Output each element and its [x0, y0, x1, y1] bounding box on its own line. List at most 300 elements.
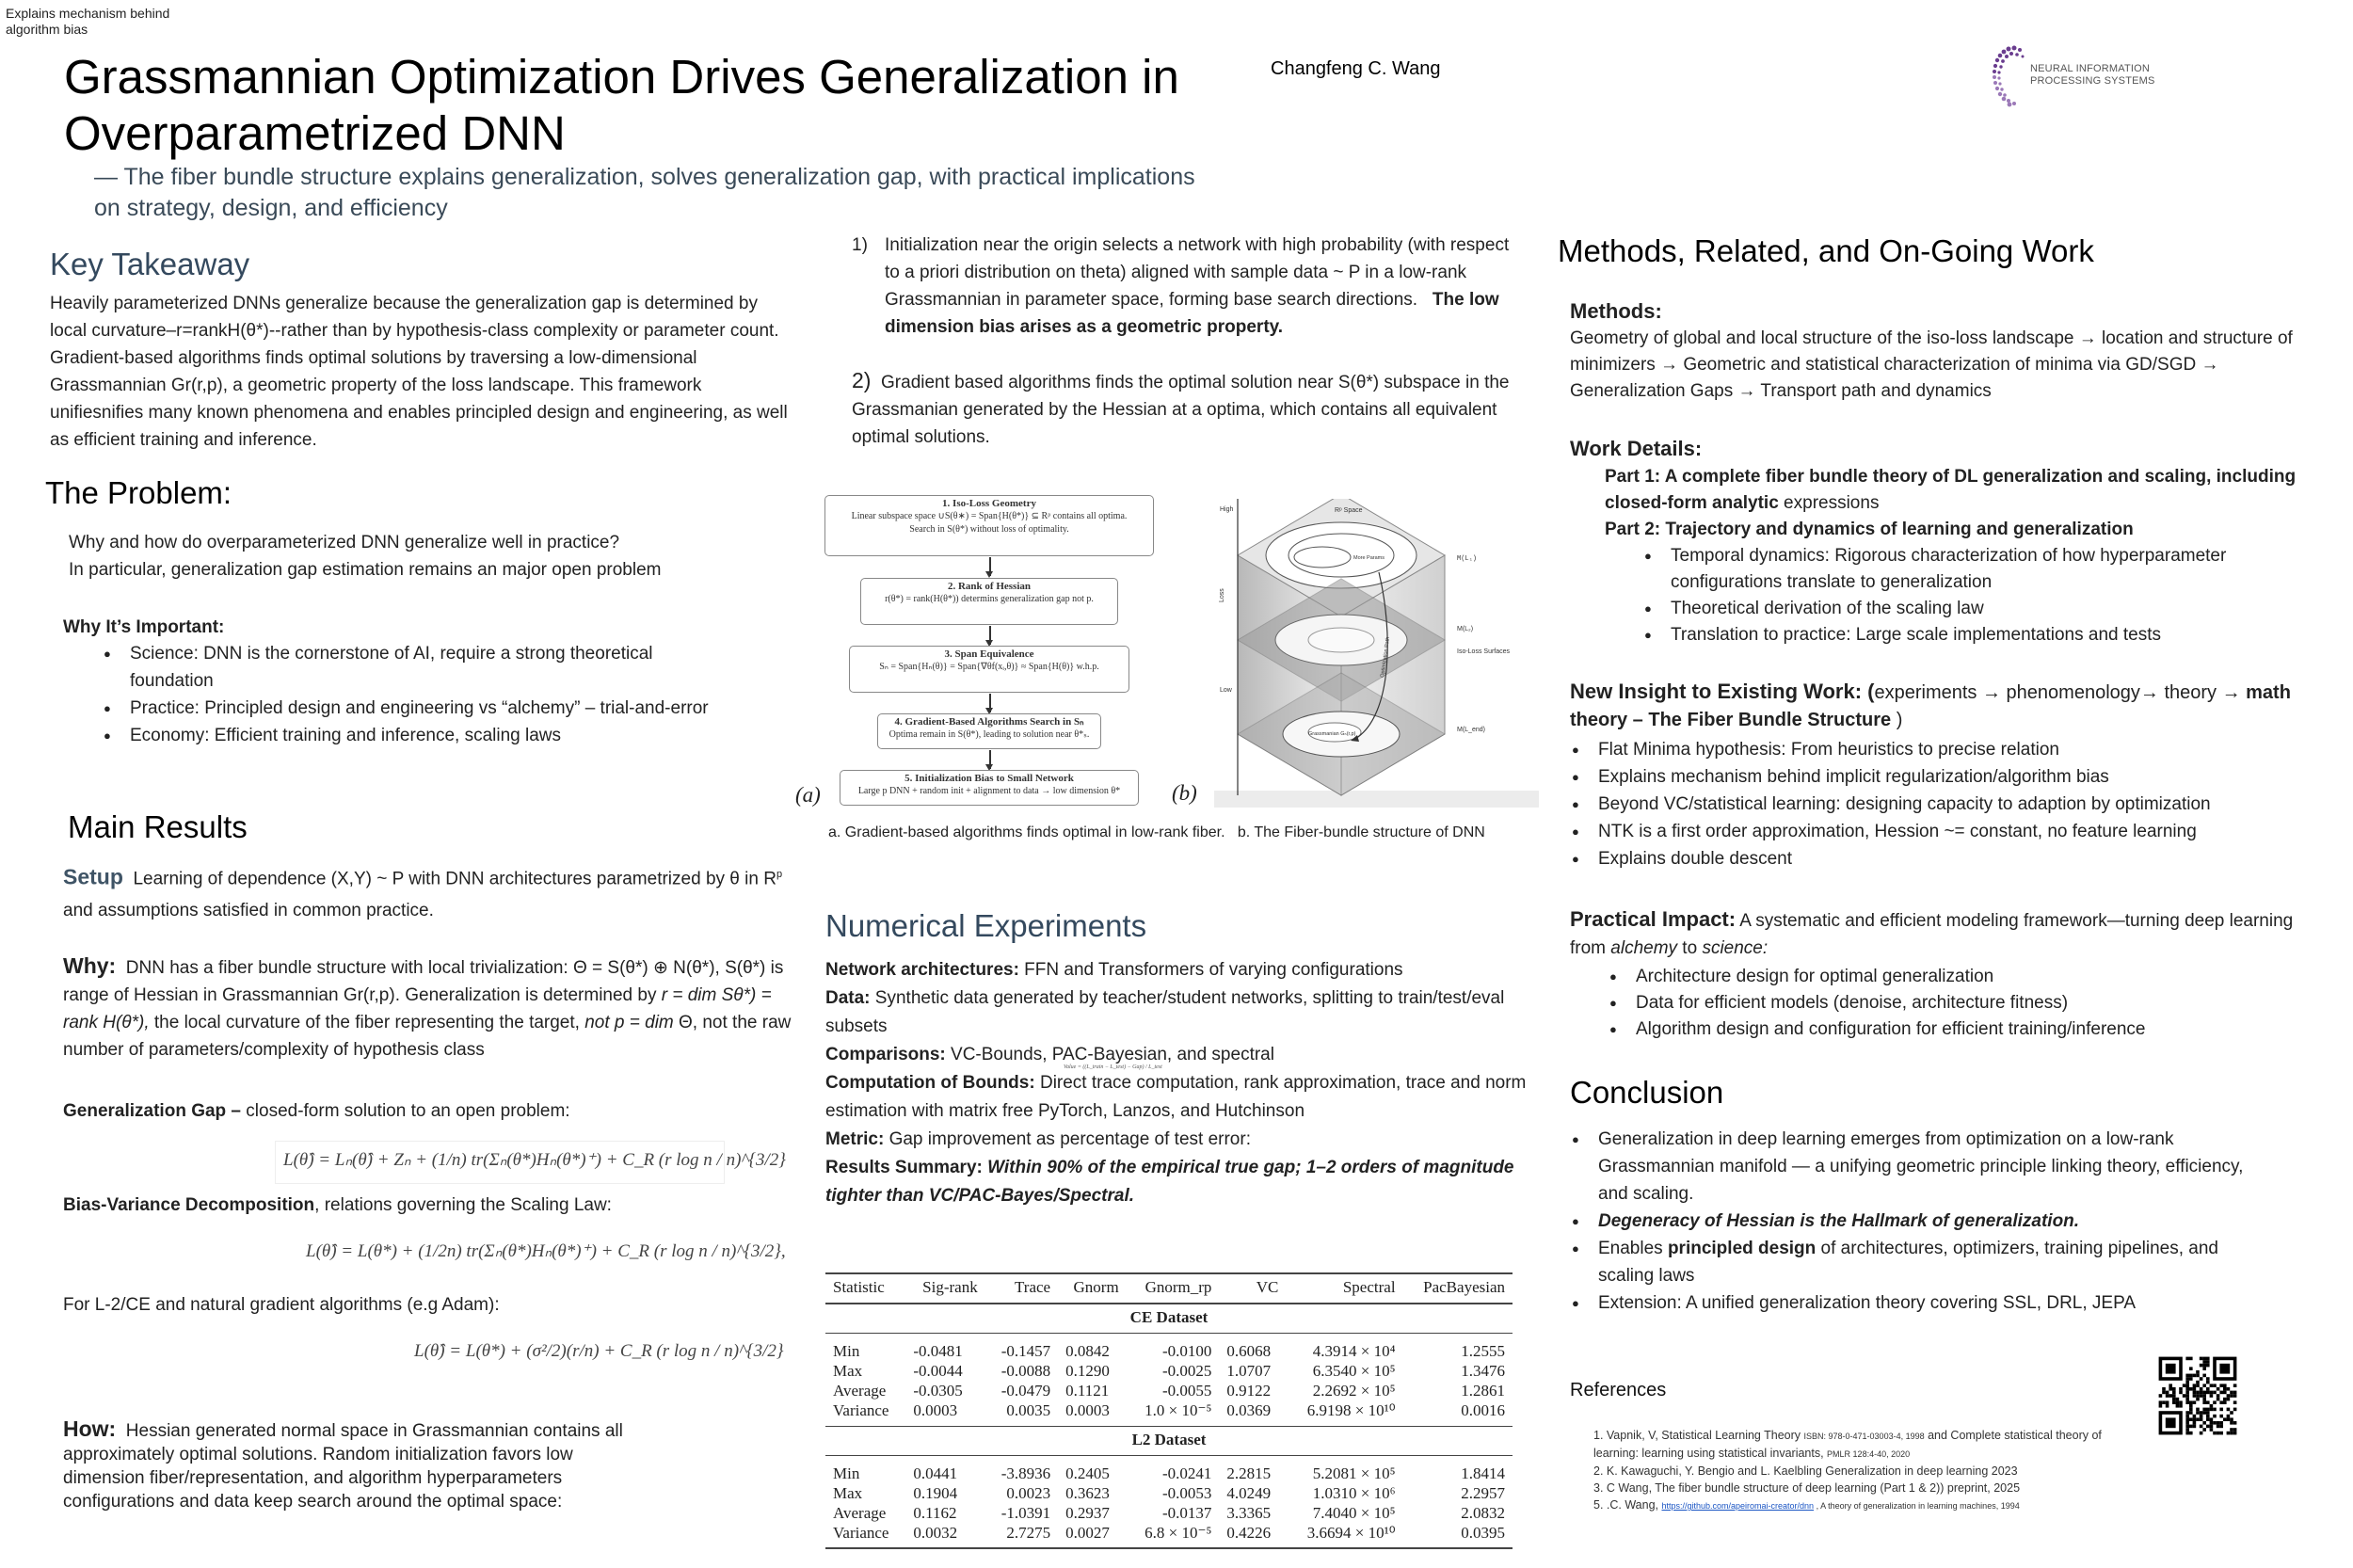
qr-module — [2210, 1394, 2214, 1398]
flow-step-3 — [849, 646, 1129, 693]
table-cell: 0.3623 — [1065, 1483, 1110, 1502]
conclusion-item: ● Extension: A unified generalization theory covering SSL, DRL, JEPA — [1570, 1289, 2248, 1317]
qr-module — [2233, 1408, 2237, 1412]
qr-module — [2200, 1394, 2203, 1398]
problem-text — [69, 529, 803, 584]
qr-module — [2210, 1428, 2214, 1432]
table-cell: 0.0441 — [913, 1464, 958, 1482]
qr-module — [2217, 1432, 2220, 1435]
qr-module — [2183, 1394, 2186, 1398]
qr-module — [2196, 1384, 2200, 1387]
table-cell: 1.3476 — [1461, 1362, 1505, 1380]
neurips-logo — [1986, 42, 2174, 108]
table-cell: -3.8936 — [1000, 1464, 1051, 1482]
qr-module — [2193, 1400, 2197, 1404]
table-cell: 2.7275 — [1006, 1523, 1051, 1542]
exp-bounds — [825, 1069, 1541, 1126]
table-cell: Variance — [833, 1523, 889, 1542]
qr-module — [2206, 1391, 2210, 1395]
table-column-header: Gnorm_rp — [1144, 1278, 1212, 1296]
qr-module — [2200, 1411, 2203, 1415]
part-1 — [1605, 464, 2320, 517]
flow-step-line: Sₙ = Span{Hₙ(θ)} = Span{∇θf(xᵢ,θ)} ≈ Span{H(θ)} w.h.p. — [879, 662, 1099, 672]
point-1 — [852, 232, 1525, 341]
exp-data-label: Data: — [825, 988, 871, 1008]
qr-module — [2196, 1370, 2200, 1374]
flow-step-line: Linear subspace space ∪S(θ∗) = Span{H(θ*)} ⊆ Rᵖ contains all optima. — [851, 511, 1128, 521]
qr-module — [2185, 1374, 2189, 1378]
qr-module — [2189, 1432, 2193, 1435]
exp-architectures — [825, 956, 1541, 984]
table-cell: -0.0479 — [1000, 1382, 1051, 1400]
point-1-text: Initialization near the origin selects a network with high probability (with respect to a priori distribution on theta) aligned with sample data ~ P in a low-rank Grassmannian in parameter space, forming base search directions. — [885, 235, 1510, 310]
qr-module — [2230, 1421, 2233, 1425]
table-column-header: PacBayesian — [1423, 1278, 1505, 1296]
qr-module — [2202, 1357, 2206, 1361]
table-row — [825, 1400, 1513, 1420]
qr-module — [2200, 1364, 2203, 1368]
flowchart-figure-a — [819, 489, 1162, 814]
exp-results-label: Results Summary: — [825, 1158, 983, 1177]
table-cell: 0.6068 — [1226, 1342, 1272, 1360]
methods-heading: Methods, Related, and On-Going Work — [1558, 233, 2094, 268]
qr-module — [2217, 1398, 2220, 1401]
insight-label: New Insight to Existing Work: ( — [1570, 680, 1875, 703]
qr-module — [2202, 1391, 2206, 1395]
exp-results — [825, 1154, 1541, 1210]
table-cell: 1.0707 — [1226, 1362, 1272, 1380]
flow-step-line: Search in S(θ*) without loss of optimality. — [909, 524, 1069, 535]
qr-module — [2202, 1400, 2206, 1404]
qr-module — [2166, 1364, 2176, 1374]
qr-module — [2202, 1428, 2206, 1432]
reference-2: 2. K. Kawaguchi, Y. Bengio and L. Kaelbling Generalization in deep learning 2023 — [1593, 1464, 2018, 1478]
impact-list — [1608, 964, 2323, 1043]
fig-b-high: High — [1220, 506, 1234, 513]
qr-module — [2233, 1384, 2237, 1387]
qr-module — [2179, 1391, 2183, 1395]
impact-text: A systematic and efficient modeling framework—turning deep learning from — [1570, 911, 2294, 958]
qr-module — [2169, 1384, 2172, 1387]
qr-module — [2233, 1421, 2237, 1425]
qr-module — [2230, 1428, 2233, 1432]
reference-5-link[interactable]: https://github.com/apeiromai-creator/dnn — [1661, 1501, 1815, 1511]
qr-module — [2176, 1398, 2180, 1401]
key-takeaway-body: Heavily parameterized DNNs generalize because the generalization gap is determined by local curvature–r=rankH(θ*)--rather than by hypothesis-class complexity or parameter count. Gradient-based algorithms finds optimal solutions by traversing a low-dimensional Grassmannian Gr(r,p), a geometric property of the loss landscape. This framework unifiesnifies many known phenomena and enables principled design and engineering, as well as efficient training and inference. — [50, 294, 788, 450]
qr-module — [2233, 1400, 2237, 1404]
conclusion-item-3-b: of architectures, optimizers, training pipelines, and scaling laws — [1598, 1239, 2218, 1286]
qr-module — [2230, 1432, 2233, 1435]
qr-module — [2223, 1391, 2227, 1395]
qr-module — [2202, 1421, 2206, 1425]
qr-module — [2206, 1377, 2210, 1381]
qr-module — [2223, 1384, 2227, 1387]
table-cell: -0.0481 — [913, 1342, 963, 1360]
problem-line-1: Why and how do overparameterized DNN generalize well in practice? — [69, 533, 620, 552]
qr-module — [2189, 1400, 2193, 1404]
qr-module — [2210, 1391, 2214, 1395]
flow-step-title: 5. Initialization Bias to Small Network — [904, 773, 1074, 784]
table-cell: Max — [833, 1483, 863, 1502]
qr-module — [2219, 1432, 2223, 1435]
qr-module — [2200, 1391, 2203, 1395]
qr-module — [2217, 1425, 2220, 1429]
qr-module — [2162, 1400, 2166, 1404]
conclusion-item-3-a: Enables — [1598, 1239, 1668, 1258]
gap-label: Generalization Gap – — [63, 1101, 241, 1121]
qr-module — [2193, 1387, 2197, 1391]
flow-step-5 — [840, 770, 1139, 806]
qr-module — [2210, 1408, 2214, 1412]
flow-step-title: 3. Span Equivalence — [944, 648, 1034, 660]
qr-module — [2189, 1408, 2193, 1412]
iso-loss-ellipse-inner — [1294, 547, 1351, 568]
qr-module — [2227, 1408, 2231, 1412]
qr-module — [2185, 1377, 2189, 1381]
qr-module — [2189, 1387, 2193, 1391]
figure-a-label: (a) — [795, 783, 821, 807]
qr-module — [2230, 1391, 2233, 1395]
fig-b-more-params: More Params — [1353, 555, 1385, 561]
table-cell: 0.0395 — [1461, 1523, 1505, 1542]
flow-step-line: Large p DNN + random init + alignment to data → low dimension θ* — [857, 786, 1121, 796]
table-column-header: Gnorm — [1073, 1278, 1119, 1296]
table-column-header: VC — [1256, 1278, 1279, 1296]
how-paragraph — [63, 1417, 628, 1513]
qr-module — [2185, 1417, 2189, 1421]
caption-a: a. Gradient-based algorithms finds optimal in low-rank fiber. — [828, 824, 1225, 840]
qr-module — [2200, 1357, 2203, 1361]
table-cell: -0.0241 — [1161, 1464, 1212, 1482]
qr-module — [2202, 1411, 2206, 1415]
insight-item: ● NTK is a first order approximation, Hession ~= constant, no feature learning — [1570, 818, 2323, 845]
qr-module — [2189, 1374, 2193, 1378]
table-cell: 0.1121 — [1065, 1382, 1110, 1400]
conclusion-item-3-bold: principled design — [1667, 1239, 1817, 1258]
qr-module — [2223, 1400, 2227, 1404]
how-text: Hessian generated normal space in Grassmannian contains all approximately optimal solutions. Random initialization favors low dimension fiber/representation, and algorithm hyperparameters configurations and data keep search around the optimal space: — [63, 1421, 623, 1512]
reference-1-pmlr: PMLR 128:4-40, 2020 — [1827, 1449, 1911, 1459]
qr-module — [2206, 1387, 2210, 1391]
table-cell: 0.1904 — [913, 1483, 958, 1502]
table-cell: 0.1290 — [1065, 1362, 1110, 1380]
why-important-item: ● Economy: Efficient training and inference, scaling laws — [102, 722, 723, 749]
insight-text: experiments → phenomenology→ theory → — [1874, 682, 2247, 703]
table-cell: 2.2815 — [1226, 1464, 1272, 1482]
table-cell: 0.0032 — [913, 1523, 958, 1542]
qr-module — [2230, 1394, 2233, 1398]
table-cell: -0.0088 — [1000, 1362, 1051, 1380]
part-2: Part 2: Trajectory and dynamics of learning and generalization — [1605, 520, 2134, 539]
table-cell: -0.0305 — [913, 1382, 963, 1400]
table-cell: 0.0016 — [1461, 1401, 1505, 1419]
impact-item: ● Algorithm design and configuration for efficient training/inference — [1608, 1016, 2323, 1043]
qr-module — [2202, 1367, 2206, 1370]
table-cell: Average — [833, 1382, 887, 1400]
qr-module — [2185, 1387, 2189, 1391]
qr-module — [2196, 1394, 2200, 1398]
poster-title: Grassmannian Optimization Drives Generalization in Overparametrized DNN — [64, 50, 1179, 160]
qr-module — [2230, 1417, 2233, 1421]
qr-module — [2206, 1415, 2210, 1418]
qr-module — [2179, 1400, 2183, 1404]
caption-b: b. The Fiber-bundle structure of DNN — [1237, 824, 1485, 840]
impact-to: to — [1677, 938, 1703, 958]
qr-module — [2176, 1404, 2180, 1408]
qr-module — [2219, 1415, 2223, 1418]
impact-science: science: — [1702, 938, 1769, 958]
qr-module — [2206, 1411, 2210, 1415]
setup-superscript: p — [776, 869, 783, 880]
qr-module — [2176, 1400, 2180, 1404]
qr-module — [2210, 1421, 2214, 1425]
qr-module — [2162, 1391, 2166, 1395]
l2-text: For L-2/CE and natural gradient algorithms (e.g Adam): — [63, 1295, 500, 1315]
author-name: Changfeng C. Wang — [1271, 58, 1441, 79]
qr-module — [2185, 1432, 2189, 1435]
qr-module — [2185, 1398, 2189, 1401]
qr-module — [2166, 1404, 2169, 1408]
qr-module — [2206, 1408, 2210, 1412]
exp-arch-text: FFN and Transformers of varying configurations — [1018, 960, 1403, 980]
qr-module — [2227, 1415, 2231, 1418]
table-cell: 7.4040 × 10⁵ — [1312, 1503, 1396, 1522]
qr-module — [2202, 1408, 2206, 1412]
table-cell: 0.0003 — [913, 1401, 958, 1419]
insight-item: ● Flat Minima hypothesis: From heuristics to precise relation — [1570, 736, 2323, 763]
flow-step-line: Optima remain in S(θ*), leading to solution near θ*ₛ. — [888, 729, 1090, 740]
qr-module — [2227, 1387, 2231, 1391]
qr-module — [2189, 1367, 2193, 1370]
qr-module — [2185, 1400, 2189, 1404]
insight-item: ● Beyond VC/statistical learning: designing capacity to adaption by optimization — [1570, 791, 2323, 818]
table-column-header: Sig-rank — [922, 1278, 978, 1296]
figure-b-base-strip — [1214, 791, 1539, 808]
qr-module — [2185, 1425, 2189, 1429]
qr-code[interactable] — [2155, 1353, 2240, 1438]
exp-metric-text: Gap improvement as percentage of test error: — [884, 1129, 1251, 1149]
qr-module — [2172, 1398, 2176, 1401]
qr-module — [2210, 1425, 2214, 1429]
fig-b-loss: Loss — [1219, 588, 1225, 602]
table-cell: 2.0832 — [1461, 1503, 1505, 1522]
qr-module — [2223, 1417, 2227, 1421]
exp-arch-label: Network architectures: — [825, 960, 1019, 980]
qr-module — [2196, 1408, 2200, 1412]
qr-module — [2179, 1387, 2183, 1391]
qr-module — [2185, 1384, 2189, 1387]
problem-heading: The Problem: — [45, 475, 232, 510]
table-row — [825, 1361, 1513, 1381]
why-text-mid: the local curvature of the fiber representing the target, — [149, 1013, 585, 1032]
qr-module — [2213, 1415, 2217, 1418]
qr-module — [2210, 1417, 2214, 1421]
setup-paragraph — [63, 858, 797, 927]
work-details-body — [1605, 464, 2320, 648]
table-cell: -0.0137 — [1161, 1503, 1212, 1522]
qr-module — [2200, 1415, 2203, 1418]
qr-module — [2196, 1374, 2200, 1378]
table-cell: 6.9198 × 10¹⁰ — [1306, 1401, 1396, 1419]
table-cell: 2.2692 × 10⁵ — [1312, 1382, 1396, 1400]
fiber-bundle-figure-b — [1195, 499, 1539, 809]
table-cell: 0.9122 — [1226, 1382, 1272, 1400]
flow-step-title: 2. Rank of Hessian — [947, 581, 1032, 592]
point-1-number: 1) — [852, 235, 868, 255]
qr-module — [2185, 1421, 2189, 1425]
qr-module — [2233, 1432, 2237, 1435]
qr-module — [2202, 1360, 2206, 1364]
table-cell: 1.2861 — [1461, 1382, 1505, 1400]
conclusion-item: ● Degeneracy of Hessian is the Hallmark of generalization. — [1570, 1208, 2248, 1235]
table-row — [825, 1503, 1513, 1523]
why-paragraph — [63, 952, 807, 1064]
qr-module — [2227, 1432, 2231, 1435]
references-list — [1593, 1427, 2121, 1514]
exp-metric-label: Metric: — [825, 1129, 885, 1149]
table-cell: -0.1457 — [1000, 1342, 1051, 1360]
qr-module — [2166, 1417, 2176, 1428]
qr-module — [2183, 1384, 2186, 1387]
table-group-label: CE Dataset — [1129, 1308, 1209, 1326]
why-label: Why: — [63, 953, 117, 978]
qr-module — [2159, 1400, 2163, 1404]
insight-list — [1570, 736, 2323, 872]
exp-bounds-text: Direct trace computation, rank approximation, trace and norm estimation with matrix free PyTorch, Lanzos, and Hutchinson — [825, 1073, 1527, 1121]
fig-b-grass: Grassmanian Gₙ(r,p) — [1308, 731, 1356, 737]
qr-module — [2200, 1417, 2203, 1421]
qr-module — [2193, 1425, 2197, 1429]
table-cell: Max — [833, 1362, 863, 1380]
qr-module — [2206, 1417, 2210, 1421]
why-important-item: ● Science: DNN is the cornerstone of AI, require a strong theoretical foundation — [102, 640, 723, 695]
qr-module — [2213, 1391, 2217, 1395]
reference-1-isbn: ISBN: 978-0-471-03003-4, 1998 — [1803, 1432, 1925, 1441]
qr-module — [2213, 1384, 2217, 1387]
qr-module — [2213, 1408, 2217, 1412]
problem-line-2: In particular, generalization gap estimation remains an major open problem — [69, 560, 662, 580]
table-cell: 3.6694 × 10¹⁰ — [1306, 1523, 1396, 1542]
qr-module — [2213, 1400, 2217, 1404]
impact-item: ● Data for efficient models (denoise, architecture fitness) — [1608, 990, 2323, 1016]
qr-module — [2227, 1398, 2231, 1401]
logo-text-line1: NEURAL INFORMATION — [2030, 63, 2151, 74]
fig-b-iso: Iso-Loss Surfaces — [1457, 648, 1511, 655]
point-2-text: Gradient based algorithms finds the optimal solution near S(θ*) subspace in the Grassmanian generated by the Hessian at a optima, which contains all equivalent optimal solutions. — [852, 373, 1510, 447]
fig-b-space: Rᵖ Space — [1335, 507, 1363, 514]
table-cell: 0.4226 — [1226, 1523, 1272, 1542]
table-row — [825, 1341, 1513, 1361]
conclusion-item — [1570, 1235, 2248, 1289]
reference-1-b: and Complete statistical theory of learning: learning using statistical invariants, — [1593, 1429, 2102, 1460]
l2-formula: L(θ̂) = L(θ*) + (σ²/2)(r/n) + C_R (r log n / n)^{3/2} — [414, 1341, 784, 1361]
flow-step-4 — [877, 713, 1101, 749]
table-cell: Variance — [833, 1401, 889, 1419]
flow-arrow — [989, 626, 991, 645]
qr-module — [2172, 1391, 2176, 1395]
setup-label: Setup — [63, 864, 123, 889]
qr-module — [2193, 1421, 2197, 1425]
insight-item: ● Explains double descent — [1570, 845, 2323, 872]
qr-module — [2196, 1411, 2200, 1415]
table-cell: 0.0003 — [1065, 1401, 1110, 1419]
exp-data-text: Synthetic data generated by teacher/student networks, splitting to train/test/eval subsets — [825, 988, 1505, 1036]
table-cell: -0.0025 — [1161, 1362, 1212, 1380]
qr-module — [2159, 1394, 2163, 1398]
exp-comparisons — [825, 1041, 1541, 1069]
qr-module — [2185, 1394, 2189, 1398]
table-cell: -0.0044 — [913, 1362, 963, 1380]
table-cell: 5.2081 × 10⁵ — [1312, 1464, 1396, 1482]
reference-1-a: 1. Vapnik, V, Statistical Learning Theory — [1593, 1429, 1804, 1442]
point-1-bold: The low dimension bias arises as a geometric property. — [885, 290, 1499, 337]
methods-text: Geometry of global and local structure of the iso-loss landscape → location and structure of minimizers → Geometric and statistical characterization of minima via GD/SGD → Generalization Gaps → Transport path and dynamics — [1570, 328, 2293, 401]
gap-text: closed-form solution to an open problem: — [241, 1101, 570, 1121]
qr-module — [2196, 1381, 2200, 1384]
table-cell: 1.0 × 10⁻⁵ — [1144, 1401, 1212, 1419]
table-cell: -0.0055 — [1161, 1382, 1212, 1400]
qr-module — [2223, 1387, 2227, 1391]
table-cell: Average — [833, 1503, 887, 1522]
reference-3: 3. C Wang, The fiber bundle structure of deep learning (Part 1 & 2)) preprint, 2025 — [1593, 1481, 2021, 1495]
qr-module — [2172, 1394, 2176, 1398]
experiments-body — [825, 956, 1541, 1210]
table-cell: 1.0310 × 10⁶ — [1312, 1483, 1396, 1502]
qr-module — [2200, 1377, 2203, 1381]
bias-variance-formula: L(θ̂) = L(θ*) + (1/2n) tr(Σₙ(θ*)Hₙ(θ*)⁺) + C_R (r log n / n)^{3/2}, — [306, 1241, 786, 1261]
impact-alchemy: alchemy — [1610, 938, 1678, 958]
experiments-heading: Numerical Experiments — [825, 908, 1147, 943]
qr-module — [2219, 1421, 2223, 1425]
qr-module — [2185, 1428, 2189, 1432]
part-1-rest: expressions — [1778, 493, 1880, 513]
table-cell: 0.0035 — [1006, 1401, 1051, 1419]
qr-module — [2196, 1417, 2200, 1421]
flow-arrow — [989, 557, 991, 576]
bias-variance-label: Bias-Variance Decomposition — [63, 1195, 315, 1215]
table-cell: -1.0391 — [1000, 1503, 1051, 1522]
qr-module — [2159, 1404, 2163, 1408]
flow-step-title: 4. Gradient-Based Algorithms Search in Sₙ — [894, 716, 1084, 728]
qr-module — [2172, 1387, 2176, 1391]
table-cell: -0.0100 — [1161, 1342, 1212, 1360]
qr-module — [2217, 1394, 2220, 1398]
bias-variance-text: , relations governing the Scaling Law: — [314, 1195, 612, 1215]
figure-caption — [828, 824, 1485, 841]
part-2-item: ● Theoretical derivation of the scaling law — [1642, 596, 2320, 622]
table-cell: 4.3914 × 10⁴ — [1312, 1342, 1396, 1360]
qr-module — [2196, 1398, 2200, 1401]
qr-module — [2189, 1411, 2193, 1415]
qr-module — [2227, 1417, 2231, 1421]
qr-module — [2210, 1404, 2214, 1408]
fig-b-m2: M(L₂) — [1457, 626, 1474, 632]
reference-5 — [1593, 1496, 2121, 1514]
part-2-item: ● Temporal dynamics: Rigorous characterization of how hyperparameter configurations translate to generalization — [1642, 543, 2320, 596]
corner-note: Explains mechanism behind algorithm bias — [6, 6, 170, 37]
table-row — [825, 1523, 1513, 1543]
exp-results-text: Within 90% of the empirical true gap; 1–2 orders of magnitude tighter than VC/PAC-Bayes/Spectral. — [825, 1158, 1514, 1206]
fig-b-m1: M(L₁) — [1457, 555, 1478, 563]
flow-step-1 — [824, 495, 1154, 556]
key-takeaway-heading: Key Takeaway — [50, 247, 250, 281]
impact-label: Practical Impact: — [1570, 907, 1737, 931]
reference-5-a: 5. .C. Wang, — [1593, 1498, 1662, 1512]
methods-label: Methods: — [1570, 299, 1662, 323]
exp-comp-text: VC-Bounds, PAC-Bayesian, and spectral — [945, 1045, 1274, 1064]
qr-module — [2166, 1391, 2169, 1395]
figure-b-label: (b) — [1172, 781, 1197, 805]
